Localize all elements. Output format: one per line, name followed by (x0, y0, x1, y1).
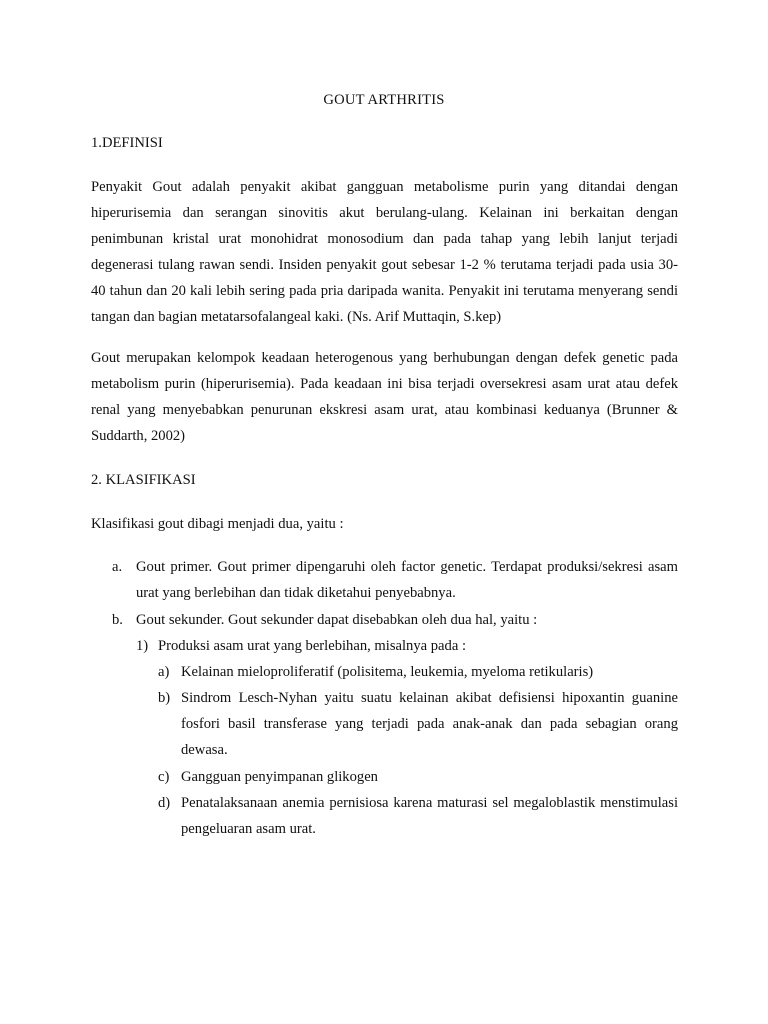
list-item-text: Kelainan mieloproliferatif (polisitema, leukemia, myeloma retikularis) (181, 664, 594, 680)
list-item-text: Penatalaksanaan anemia pernisiosa karena maturasi sel megaloblastik menstimulasi pengeluaran asam urat. (181, 795, 678, 837)
document-title: GOUT ARTHRITIS (323, 92, 445, 108)
list-marker: d) (158, 795, 171, 811)
list-marker: 1) (136, 638, 149, 654)
list-item-text: Gout primer. Gout primer dipengaruhi oleh factor genetic. Terdapat produksi/sekresi asam urat yang berlebihan dan tidak diketahui penyebabnya. (136, 559, 678, 601)
sub-item-sindrom-lesch-nyhan (158, 685, 678, 763)
sub-item-penatalaksanaan-anemia (158, 790, 678, 842)
list-item-text: Sindrom Lesch-Nyhan yaitu suatu kelainan akibat defisiensi hipoxantin guanine fosfori basil transferase yang terjadi pada anak-anak dan pada sebagian orang dewasa. (181, 690, 678, 758)
list-item-gout-primer (112, 554, 678, 606)
section-heading-definisi: 1.DEFINISI (91, 135, 163, 151)
list-item-gout-sekunder (112, 607, 678, 633)
list-item-produksi-asam-urat (136, 633, 678, 659)
sub-item-kelainan-mieloproliferatif (158, 659, 678, 685)
list-item-text: Gangguan penyimpanan glikogen (181, 769, 378, 785)
definisi-paragraph-2: Gout merupakan kelompok keadaan heterogenous yang berhubungan dengan defek genetic pada metabolism purin (hiperurisemia). Pada keadaan ini bisa terjadi oversekresi asam urat atau defek renal yang menyebabkan penurunan ekskresi asam urat, atau kombinasi keduanya (Brunner & Suddarth, 2002) (91, 350, 678, 444)
list-item-text: Gout sekunder. Gout sekunder dapat disebabkan oleh dua hal, yaitu : (136, 612, 538, 628)
sub-item-gangguan-glikogen (158, 764, 678, 790)
section-heading-klasifikasi: 2. KLASIFIKASI (91, 472, 196, 488)
klasifikasi-intro: Klasifikasi gout dibagi menjadi dua, yaitu : (91, 516, 344, 532)
list-item-text: Produksi asam urat yang berlebihan, misalnya pada : (158, 638, 467, 654)
list-marker: b) (158, 690, 171, 706)
list-marker: a. (112, 559, 123, 575)
definisi-paragraph-1: Penyakit Gout adalah penyakit akibat gangguan metabolisme purin yang ditandai dengan hiperurisemia dan serangan sinovitis akut berulang-ulang. Kelainan ini berkaitan dengan penimbunan kristal urat monohidrat monosodium dan pada tahap yang lebih lanjut terjadi degenerasi tulang rawan sendi. Insiden penyakit gout sebesar 1-2 % terutama terjadi pada usia 30-40 tahun dan 20 kali lebih sering pada pria daripada wanita. Penyakit ini terutama menyerang sendi tangan dan bagian metatarsofalangeal kaki. (Ns. Arif Muttaqin, S.kep) (91, 179, 678, 325)
list-marker: c) (158, 769, 170, 785)
list-marker: b. (112, 612, 123, 628)
list-marker: a) (158, 664, 170, 680)
